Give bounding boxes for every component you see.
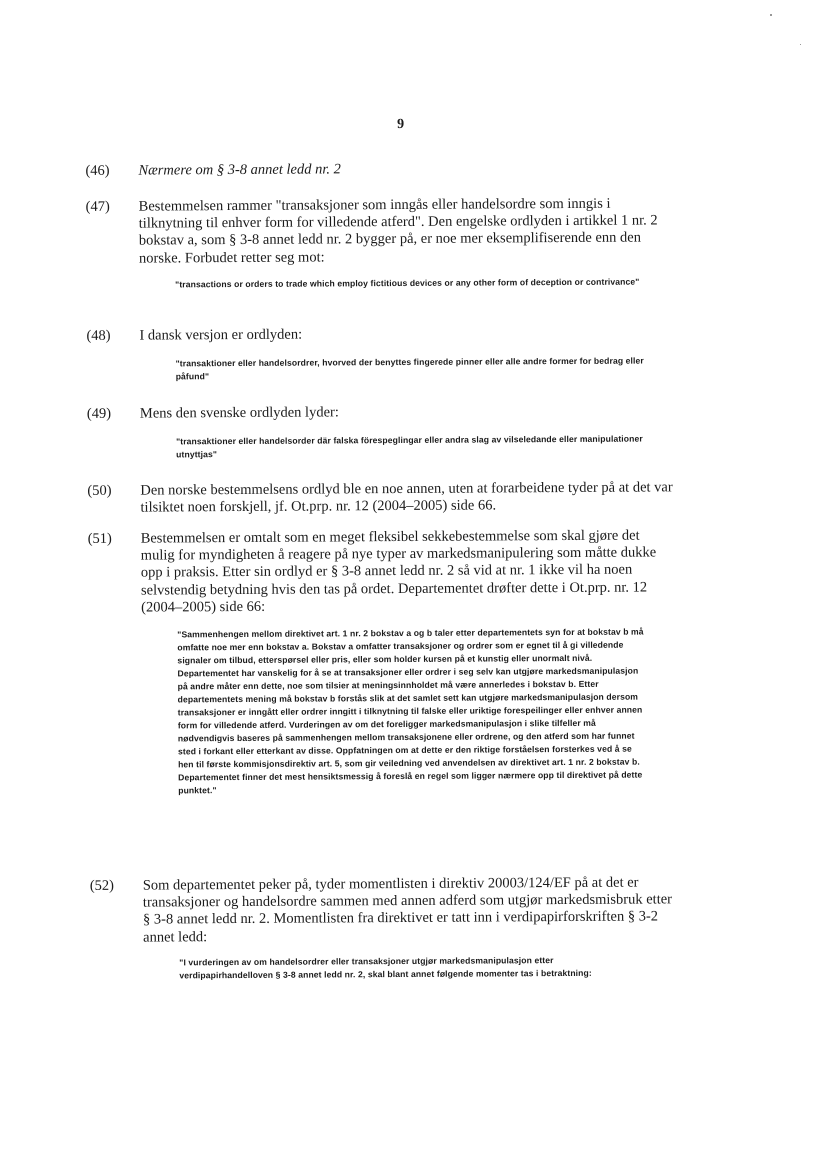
block-quote: "transactions or orders to trade which employ fictitious devices or any other form of deception or contrivance" [175, 276, 640, 290]
paragraph-number: (46) [85, 162, 110, 179]
scan-speck [770, 14, 772, 16]
page-number: 9 [397, 116, 405, 133]
paragraph-number: (51) [87, 530, 112, 547]
paragraph-number: (50) [87, 482, 112, 499]
scan-speck [800, 44, 801, 45]
paragraph-number: (47) [85, 198, 110, 215]
paragraph-text: I dansk versjon er ordlyden: [139, 326, 303, 344]
block-quote: "Sammenhengen mellom direktivet art. 1 nr. 2 bokstav a og b taler etter departementets syn for at bokstav b må omfatte noe mer enn bokstav a. Bokstav a omfatter transaksjoner og ordrer som er egnet til å gi villedende signaler om tilbud, etterspørsel eller pris, eller som holder kursen på et kunstig eller unormalt nivå. Departementet har vanskelig for å se at transaksjoner eller ordrer i seg selv kan utgjøre markedsmanipulasjon på andre måter enn dette, noe som tilsier at meningsinnholdet må være annerledes i bokstav b. Etter departementets mening må bokstav b forstås slik at det samlet sett kan utgjøre markedsmanipulasjon dersom transaksjoner er inngått eller ordrer inngitt i tilknytning til falske eller uriktige forespeilinger eller enhver annen form for villedende atferd. Vurderingen av om det foreligger markedsmanipulasjon i slike tilfeller må nødvendigvis baseres på sammenhengen mellom transaksjonene eller ordrene, og den atferd som har funnet sted i forkant eller etterkant av disse. Oppfatningen om at dette er den riktige forståelsen forsterkes ved å se hen til første kommisjonsdirektiv art. 5, som gir veiledning ved anvendelsen av direktivet art. 1 nr. 2 bokstav b. Departementet finner det mest hensiktsmessig å foreslå en regel som ligger nærmere opp til direktivet på dette punktet." [177, 626, 644, 796]
paragraph-number: (52) [89, 877, 115, 894]
paragraph-number: (48) [86, 327, 111, 344]
paragraph-text: Bestemmelsen er omtalt som en meget fleksibel sekkebestemmelse som skal gjøre det mulig for myndigheten å reagere på nye typer av markedsmanipulering som måtte dukke opp i praksis. Etter sin ordlyd er § 3-8 annet ledd nr. 2 så vid at nr. 1 ikke vil ha noen selvstendig betydning hvis den tas på ordet. Departementet drøfter dette i Ot.prp. nr. 12 (2004–2005) side 66: [140, 527, 657, 616]
paragraph-text: Bestemmelsen rammer "transaksjoner som inngås eller handelsordre som inngis i tilknytning til enhver form for villedende atferd". Den engelske ordlyden i artikkel 1 nr. 2 bokstav a, som § 3-8 annet ledd nr. 2 bygger på, er noe mer eksemplifiserende enn den norske. Forbudet retter seg mot: [138, 195, 658, 267]
section-heading: Nærmere om § 3-8 annet ledd nr. 2 [138, 161, 341, 179]
block-quote: "transaktioner eller handelsorder där falska förespeglingar eller andra slag av vilseledande eller manipulationer utnyttjas" [176, 433, 643, 460]
paragraph-text: Som departementet peker på, tyder momentlisten i direktiv 20003/124/EF på at det er transaksjoner og handelsordre sammen med annen adferd som utgjør markedsmisbruk etter § 3-8 annet ledd nr. 2. Momentlisten fra direktivet er tatt inn i verdipapirforskriften § 3-2 annet ledd: [142, 874, 673, 946]
paragraph-text: Den norske bestemmelsens ordlyd ble en noe annen, uten at forarbeidene tyder på at det var tilsiktet noen forskjell, jf. Ot.prp. nr. 12 (2004–2005) side 66. [140, 479, 673, 516]
block-quote: "transaktioner eller handelsordrer, hvorved der benyttes fingerede pinner eller alle andre former for bedrag eller påfund" [175, 355, 644, 382]
paragraph-text: Mens den svenske ordlyden lyder: [139, 404, 339, 422]
paragraph-number: (49) [86, 405, 112, 422]
block-quote: "I vurderingen av om handelsordrer eller transaksjoner utgjør markedsmanipulasjon etter verdipapirhandelloven § 3-8 annet ledd nr. 2, skal blant annet følgende momenter tas i betraktning: [179, 955, 592, 981]
